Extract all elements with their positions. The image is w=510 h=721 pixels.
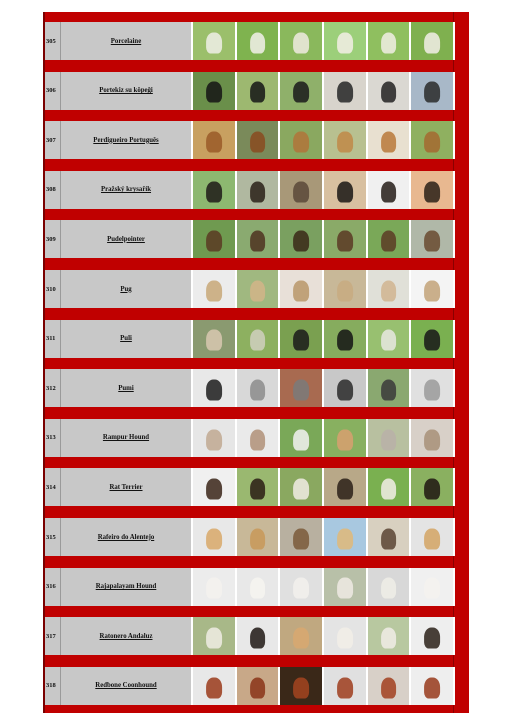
table-row: [45, 270, 455, 308]
breed-name-link[interactable]: Rampur Hound: [61, 419, 191, 457]
dog-photo: [193, 270, 235, 308]
breed-number: 311: [45, 320, 61, 358]
dog-photo: [280, 617, 322, 655]
breed-number: 308: [45, 171, 61, 209]
dog-photo: [411, 270, 453, 308]
breed-photo-strip: [191, 320, 455, 358]
breed-photo-strip: [191, 369, 455, 407]
dog-photo: [237, 617, 279, 655]
dog-photo: [368, 369, 410, 407]
dog-photo: [324, 171, 366, 209]
dog-photo: [324, 72, 366, 110]
table-row: [45, 171, 455, 209]
dog-photo: [324, 121, 366, 159]
dog-photo: [324, 419, 366, 457]
dog-photo: [280, 568, 322, 606]
dog-photo: [280, 468, 322, 506]
breed-name-link[interactable]: Ratonero Andaluz: [61, 617, 191, 655]
dog-photo: [411, 72, 453, 110]
dog-photo: [280, 667, 322, 705]
dog-photo: [280, 171, 322, 209]
breed-number: 306: [45, 72, 61, 110]
breed-photo-strip: [191, 72, 455, 110]
table-right-border: [453, 12, 467, 713]
dog-photo: [237, 121, 279, 159]
breed-photo-strip: [191, 468, 455, 506]
breed-name-link[interactable]: Pug: [61, 270, 191, 308]
table-row: [45, 617, 455, 655]
table-row: [45, 568, 455, 606]
table-row: [45, 518, 455, 556]
dog-photo: [324, 568, 366, 606]
dog-photo: [237, 568, 279, 606]
dog-photo: [280, 22, 322, 60]
table-row: [45, 369, 455, 407]
dog-photo: [237, 72, 279, 110]
dog-photo: [324, 518, 366, 556]
dog-photo: [193, 518, 235, 556]
dog-photo: [193, 171, 235, 209]
breed-photo-strip: [191, 121, 455, 159]
table-row: [45, 121, 455, 159]
dog-photo: [411, 568, 453, 606]
dog-photo: [411, 320, 453, 358]
dog-photo: [411, 518, 453, 556]
dog-photo: [193, 72, 235, 110]
dog-photo: [237, 369, 279, 407]
table-row: [45, 72, 455, 110]
breed-photo-strip: [191, 667, 455, 705]
breed-name-link[interactable]: Perdigueiro Português: [61, 121, 191, 159]
table-row: [45, 468, 455, 506]
dog-photo: [324, 220, 366, 258]
breed-name-link[interactable]: Porcelaine: [61, 22, 191, 60]
table-row: [45, 419, 455, 457]
dog-photo: [411, 369, 453, 407]
dog-photo: [324, 22, 366, 60]
dog-photo: [193, 121, 235, 159]
dog-photo: [411, 617, 453, 655]
dog-photo: [193, 419, 235, 457]
dog-photo: [368, 468, 410, 506]
dog-photo: [411, 667, 453, 705]
dog-photo: [411, 468, 453, 506]
breed-number: 318: [45, 667, 61, 705]
dog-photo: [237, 220, 279, 258]
dog-photo: [280, 72, 322, 110]
dog-photo: [411, 419, 453, 457]
dog-photo: [411, 220, 453, 258]
dog-photo: [193, 320, 235, 358]
dog-photo: [237, 320, 279, 358]
breed-photo-strip: [191, 617, 455, 655]
dog-photo: [237, 518, 279, 556]
breed-name-link[interactable]: Pumi: [61, 369, 191, 407]
breed-number: 309: [45, 220, 61, 258]
dog-photo: [193, 22, 235, 60]
breed-name-link[interactable]: Puli: [61, 320, 191, 358]
dog-photo: [324, 369, 366, 407]
dog-photo: [237, 468, 279, 506]
breed-name-link[interactable]: Redbone Coonhound: [61, 667, 191, 705]
breed-number: 316: [45, 568, 61, 606]
dog-photo: [368, 518, 410, 556]
dog-photo: [368, 121, 410, 159]
breed-name-link[interactable]: Rafeiro do Alentejo: [61, 518, 191, 556]
breed-number: 314: [45, 468, 61, 506]
dog-photo: [193, 617, 235, 655]
dog-photo: [368, 171, 410, 209]
breed-name-link[interactable]: Rajapalayam Hound: [61, 568, 191, 606]
dog-photo: [324, 617, 366, 655]
dog-photo: [368, 220, 410, 258]
dog-photo: [368, 320, 410, 358]
dog-photo: [324, 468, 366, 506]
dog-photo: [280, 369, 322, 407]
dog-photo: [324, 667, 366, 705]
dog-photo: [237, 270, 279, 308]
breed-photo-strip: [191, 518, 455, 556]
dog-photo: [280, 518, 322, 556]
dog-photo: [324, 270, 366, 308]
dog-photo: [368, 72, 410, 110]
dog-photo: [280, 270, 322, 308]
dog-photo: [280, 320, 322, 358]
dog-photo: [368, 270, 410, 308]
breed-number: 307: [45, 121, 61, 159]
dog-photo: [411, 171, 453, 209]
breed-number: 305: [45, 22, 61, 60]
dog-photo: [193, 568, 235, 606]
dog-photo: [237, 667, 279, 705]
breed-name-link[interactable]: Pražský krysařík: [61, 171, 191, 209]
dog-photo: [324, 320, 366, 358]
breed-photo-strip: [191, 568, 455, 606]
dog-photo: [368, 667, 410, 705]
breed-name-link[interactable]: Pudelpointer: [61, 220, 191, 258]
breed-number: 310: [45, 270, 61, 308]
breed-number: 315: [45, 518, 61, 556]
dog-photo: [368, 568, 410, 606]
breed-photo-strip: [191, 171, 455, 209]
dog-photo: [237, 419, 279, 457]
breed-photo-strip: [191, 270, 455, 308]
dog-photo: [193, 667, 235, 705]
breed-photo-strip: [191, 419, 455, 457]
breed-number: 317: [45, 617, 61, 655]
dog-photo: [368, 617, 410, 655]
table-row: [45, 320, 455, 358]
dog-photo: [411, 121, 453, 159]
breed-photo-strip: [191, 220, 455, 258]
dog-photo: [280, 220, 322, 258]
breed-number: 312: [45, 369, 61, 407]
dog-photo: [411, 22, 453, 60]
dog-photo: [237, 22, 279, 60]
breed-table: [43, 12, 469, 713]
dog-photo: [368, 419, 410, 457]
dog-photo: [193, 468, 235, 506]
table-row: [45, 667, 455, 705]
breed-name-link[interactable]: Portekiz su köpeği: [61, 72, 191, 110]
dog-photo: [280, 419, 322, 457]
dog-photo: [368, 22, 410, 60]
breed-number: 313: [45, 419, 61, 457]
table-row: [45, 22, 455, 60]
dog-photo: [193, 369, 235, 407]
dog-photo: [193, 220, 235, 258]
breed-name-link[interactable]: Rat Terrier: [61, 468, 191, 506]
table-row: [45, 220, 455, 258]
breed-photo-strip: [191, 22, 455, 60]
dog-photo: [280, 121, 322, 159]
dog-photo: [237, 171, 279, 209]
